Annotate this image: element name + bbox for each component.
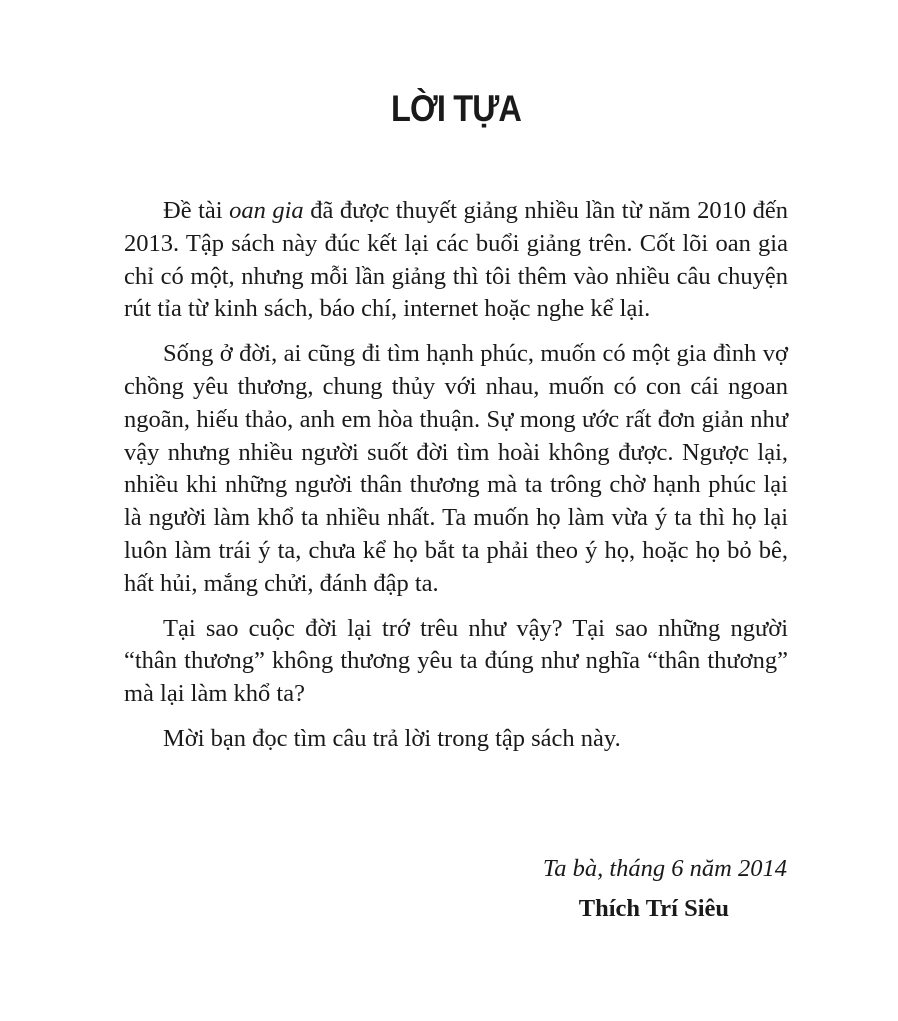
signature-block	[543, 852, 787, 926]
paragraph-3: Tại sao cuộc đời lại trớ trêu như vậy? Tại sao những người “thân thương” không thương yêu ta đúng như nghĩa “thân thương” mà lại làm khổ ta?	[124, 614, 788, 708]
paragraph-1-rest: đã được thuyết giảng nhiều lần từ năm 2010 đến 2013. Tập sách này đúc kết lại các buổi giảng trên. Cốt lõi oan gia chỉ có một, nhưng mỗi lần giảng thì tôi thêm vào nhiều câu chuyện rút tỉa từ kinh sách, báo chí, internet hoặc nghe kể lại.	[124, 197, 788, 323]
paragraph-1-start: Đề tài	[163, 197, 230, 224]
author-name: Thích Trí Siêu	[578, 895, 729, 922]
paragraph-2: Sống ở đời, ai cũng đi tìm hạnh phúc, muốn có một gia đình vợ chồng yêu thương, chung thủy với nhau, muốn có con cái ngoan ngoãn, hiếu thảo, anh em hòa thuận. Sự mong ước rất đơn giản như vậy nhưng nhiều người suốt đời tìm hoài không được. Ngược lại, nhiều khi những người thân thương mà ta trông chờ hạnh phúc lại là người làm khổ ta nhiều nhất. Ta muốn họ làm vừa ý ta thì họ lại luôn làm trái ý ta, chưa kể họ bắt ta phải theo ý họ, hoặc họ bỏ bê, hất hủi, mắng chửi, đánh đập ta.	[124, 340, 788, 597]
place-date: Ta bà, tháng 6 năm 2014	[542, 855, 787, 882]
term-oan-gia: oan gia	[229, 197, 304, 224]
paragraph-4: Mời bạn đọc tìm câu trả lời trong tập sách này.	[163, 724, 621, 752]
paragraph-1	[124, 195, 788, 326]
page-title: LỜI TỰA	[390, 88, 522, 129]
preface-body	[124, 195, 788, 768]
